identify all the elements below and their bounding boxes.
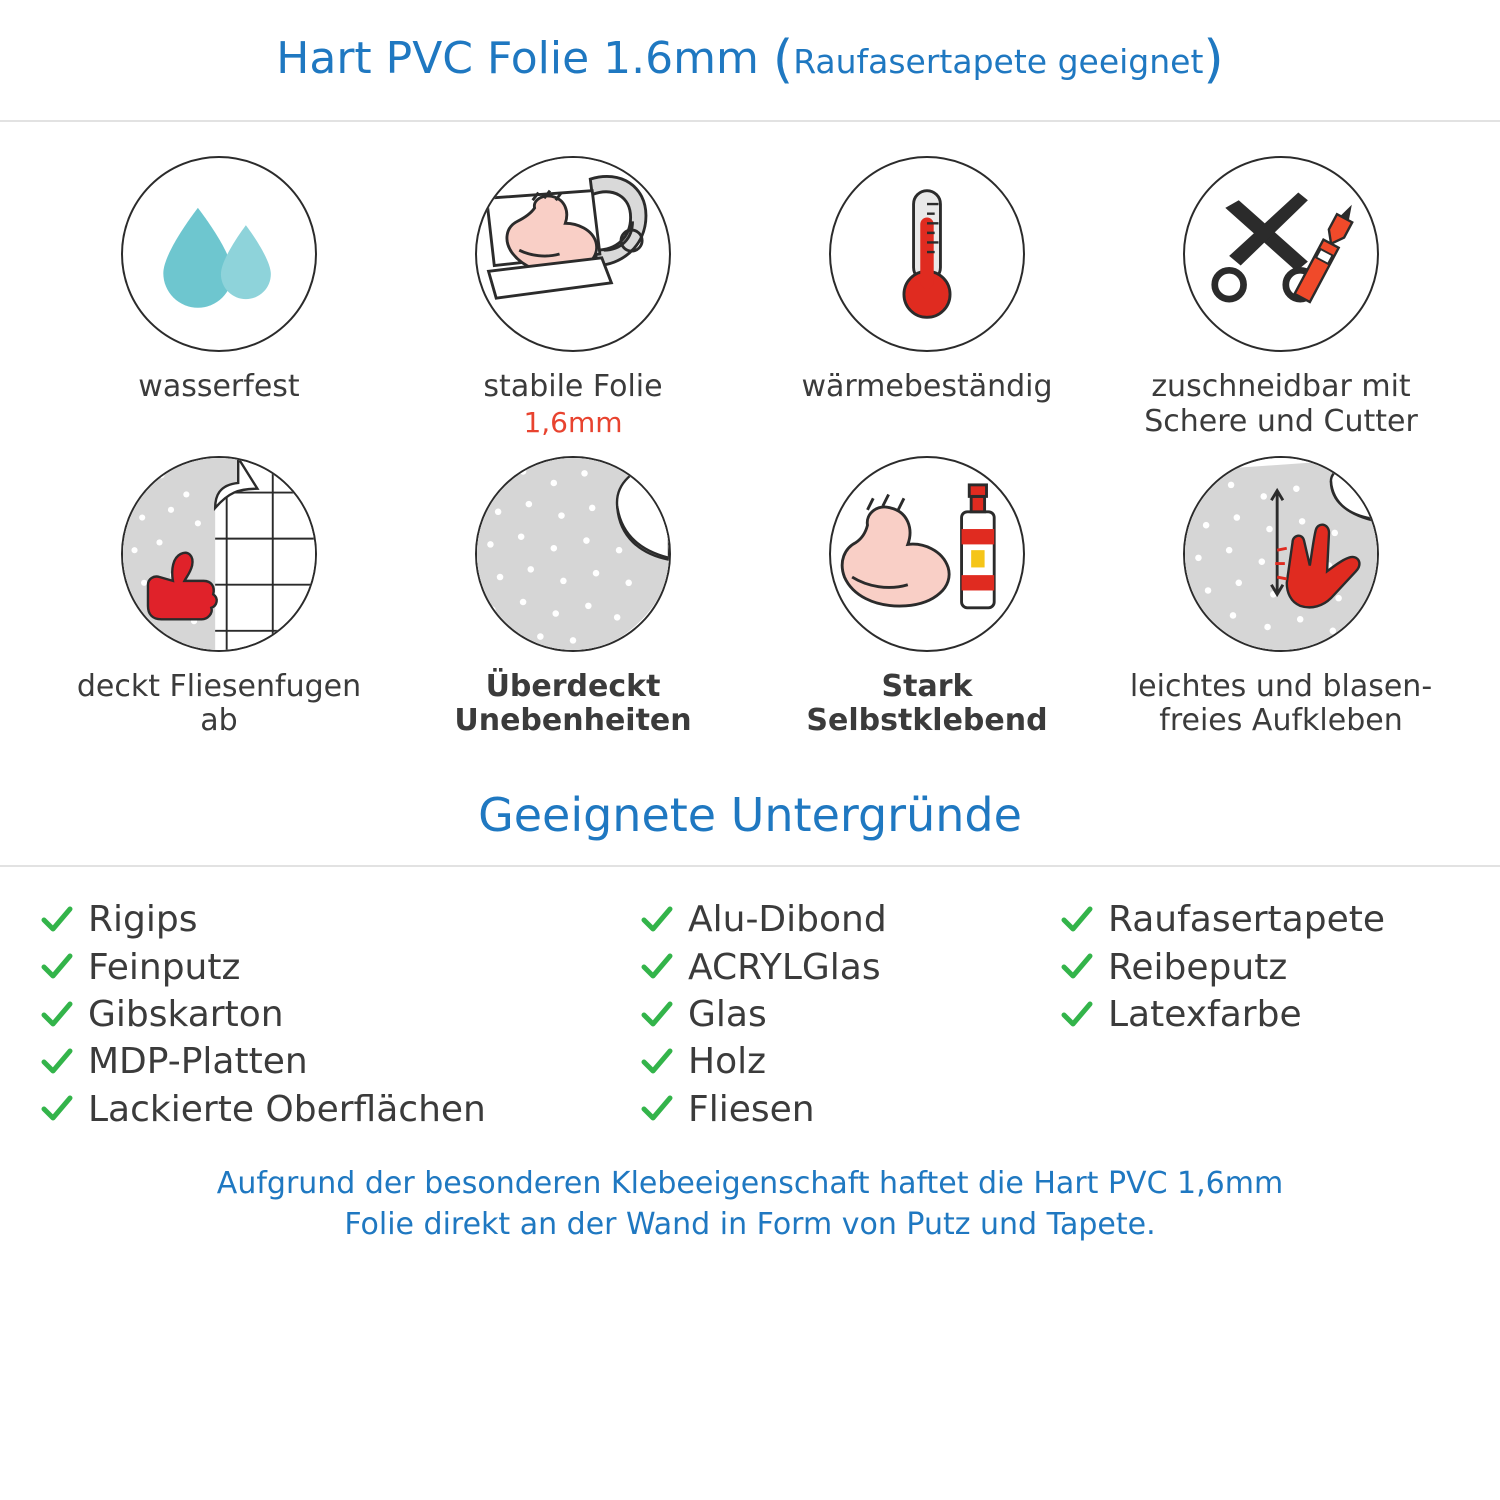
feature-sublabel: 1,6mm: [523, 405, 623, 439]
check-icon: [640, 950, 674, 984]
list-item: [40, 1089, 640, 1130]
feature-item: [750, 456, 1104, 740]
check-icon: [1060, 998, 1094, 1032]
thumbs-up-tile-icon-art: [123, 458, 315, 650]
feature-label-text: leichtes und blasen- freies Aufkleben: [1129, 668, 1433, 739]
muscle-glue-icon-art: [831, 458, 1023, 650]
strong-foil-roll-icon: [475, 156, 671, 352]
list-item: [640, 947, 1060, 988]
footnote-line-2: Folie direkt an der Wand in Form von Putz und Tapete.: [344, 1206, 1156, 1242]
checklist-column-2: [640, 899, 1060, 1130]
list-item-label: Rigips: [88, 899, 198, 941]
water-drops-icon-art: [123, 158, 315, 350]
list-item-label: Glas: [688, 993, 767, 1035]
water-drops-icon: [121, 156, 317, 352]
muscle-glue-icon: [829, 456, 1025, 652]
section-header: [0, 765, 1500, 867]
list-item-label: Reibeputz: [1108, 946, 1288, 988]
foil-peel-icon-art: [477, 458, 669, 650]
feature-label-text: Überdeckt Unebenheiten: [454, 668, 692, 739]
feature-item: [42, 156, 396, 440]
feature-label: [1116, 670, 1446, 740]
check-icon: [40, 1045, 74, 1079]
list-item: [1060, 899, 1500, 940]
feature-label: [1116, 370, 1446, 440]
feature-label: [483, 370, 662, 439]
check-icon: [1060, 950, 1094, 984]
feature-label: [801, 370, 1052, 405]
feature-item: [750, 156, 1104, 440]
feature-label-text: deckt Fliesenfugen ab: [76, 668, 362, 739]
list-item: [40, 899, 640, 940]
foil-peel-icon: [475, 456, 671, 652]
check-icon: [40, 1092, 74, 1126]
checklist-column-1: [40, 899, 640, 1130]
feature-label: [54, 670, 384, 740]
suitable-surfaces-list: [0, 867, 1500, 1130]
feature-item: [396, 156, 750, 440]
list-item-label: Alu-Dibond: [688, 899, 887, 941]
hand-smooth-icon-art: [1185, 458, 1377, 650]
list-item-label: Raufasertapete: [1108, 899, 1385, 941]
footnote: [0, 1164, 1500, 1245]
check-icon: [40, 903, 74, 937]
page-title-main: Hart PVC Folie 1.6mm: [276, 33, 759, 84]
list-item: [40, 947, 640, 988]
thermometer-icon-art: [831, 158, 1023, 350]
list-item-label: Feinputz: [88, 946, 241, 988]
check-icon: [640, 1092, 674, 1126]
list-item-label: Holz: [688, 1041, 766, 1083]
list-item: [640, 1041, 1060, 1082]
check-icon: [40, 998, 74, 1032]
check-icon: [640, 998, 674, 1032]
list-item-label: ACRYLGlas: [688, 946, 881, 988]
page-header: [0, 0, 1500, 122]
list-item-label: Lackierte Oberflächen: [88, 1088, 486, 1130]
feature-label: [408, 670, 738, 740]
list-item: [40, 994, 640, 1035]
list-item: [40, 1041, 640, 1082]
thumbs-up-tile-icon: [121, 456, 317, 652]
list-item-label: Fliesen: [688, 1088, 815, 1130]
title-paren-close: ): [1203, 30, 1224, 90]
feature-label-text: stabile Folie: [483, 369, 663, 404]
list-item-label: Gibskarton: [88, 993, 284, 1035]
check-icon: [40, 950, 74, 984]
hand-smooth-icon: [1183, 456, 1379, 652]
list-item: [640, 994, 1060, 1035]
feature-label-text: Stark Selbstklebend: [806, 668, 1048, 739]
list-item-label: Latexfarbe: [1108, 993, 1302, 1035]
strong-foil-roll-icon-art: [477, 158, 669, 350]
feature-item: [396, 456, 750, 740]
checklist-column-3: [1060, 899, 1500, 1130]
check-icon: [640, 903, 674, 937]
scissors-cutter-icon: [1183, 156, 1379, 352]
title-paren-text: Raufasertapete geeignet: [793, 42, 1204, 81]
feature-label-text: wärmebeständig: [801, 369, 1053, 404]
title-paren-open: (: [772, 30, 794, 90]
check-icon: [1060, 903, 1094, 937]
feature-label-text: zuschneidbar mit Schere und Cutter: [1144, 369, 1418, 439]
list-item: [640, 899, 1060, 940]
check-icon: [640, 1045, 674, 1079]
feature-grid: [0, 122, 1500, 739]
list-item-label: MDP-Platten: [88, 1041, 308, 1083]
feature-label: [138, 370, 299, 405]
footnote-line-1: Aufgrund der besonderen Klebeeigenschaft haftet die Hart PVC 1,6mm: [216, 1166, 1284, 1202]
scissors-cutter-icon-art: [1185, 158, 1377, 350]
list-item: [1060, 994, 1500, 1035]
page-title: [276, 30, 1223, 90]
section-title: Geeignete Untergründe: [478, 788, 1022, 843]
feature-item: [1104, 456, 1458, 740]
list-item: [640, 1089, 1060, 1130]
feature-item: [1104, 156, 1458, 440]
feature-label-text: wasserfest: [138, 369, 300, 404]
list-item: [1060, 947, 1500, 988]
thermometer-icon: [829, 156, 1025, 352]
feature-label: [762, 670, 1092, 740]
feature-item: [42, 456, 396, 740]
